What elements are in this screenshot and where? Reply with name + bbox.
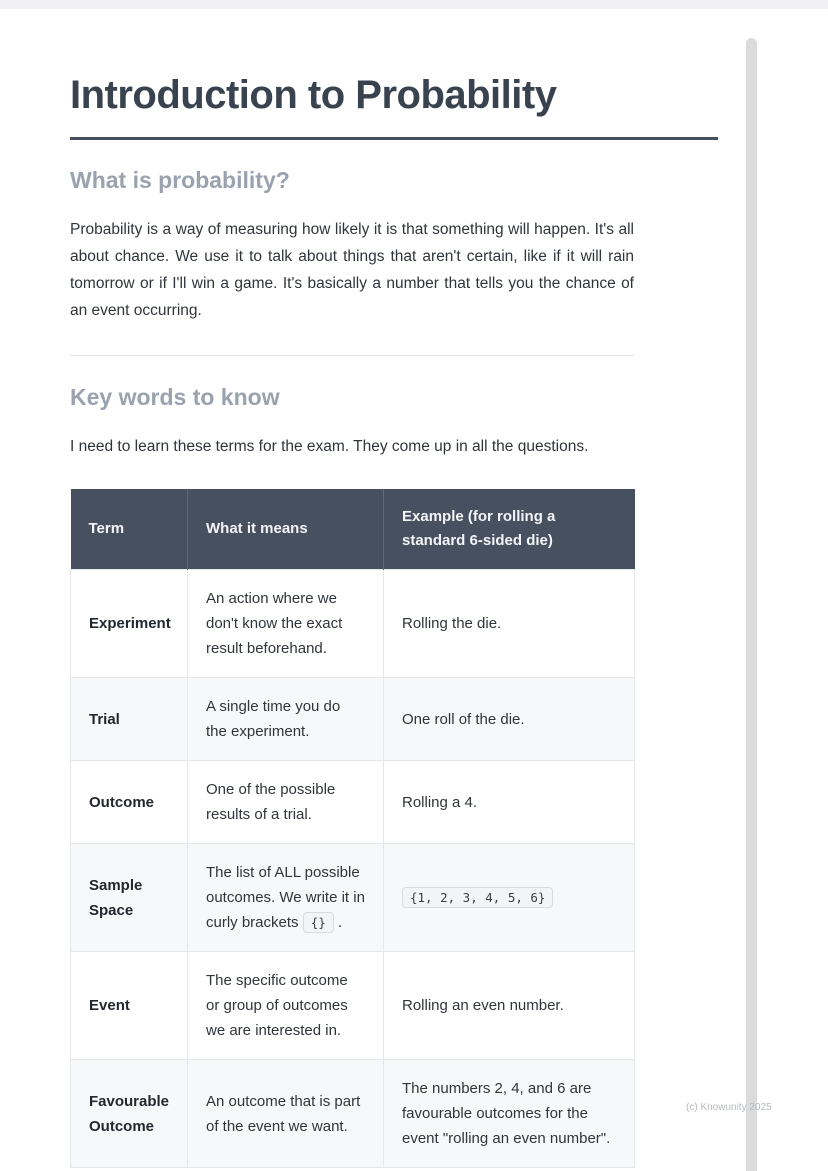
document-content xyxy=(70,9,634,1168)
header-cell-meaning: What it means xyxy=(188,489,384,570)
table-row xyxy=(71,1060,635,1168)
table-body xyxy=(71,570,635,1168)
page-title: Introduction to Probability xyxy=(70,73,557,117)
meaning-cell: One of the possible results of a trial. xyxy=(188,761,384,844)
term-cell: Experiment xyxy=(71,570,188,678)
example-cell: The numbers 2, 4, and 6 are favourable outcomes for the event "rolling an even number". xyxy=(384,1060,635,1168)
title-rule xyxy=(70,137,718,140)
scrollbar-thumb[interactable] xyxy=(746,38,757,1171)
meaning-cell: The list of ALL possible outcomes. We write it in curly brackets {} . xyxy=(188,844,384,952)
section-heading-key-words: Key words to know xyxy=(70,384,280,410)
example-cell xyxy=(384,844,635,952)
paragraph-what-is-probability: Probability is a way of measuring how likely it is that something will happen. It's all about chance. We use it to talk about things that aren't certain, like if it will rain tomorrow or if I'll win a game. It's basically a number that tells you the chance of an event occurring. xyxy=(70,221,634,319)
window-background-band xyxy=(0,0,828,9)
table-row xyxy=(71,761,635,844)
term-cell: Trial xyxy=(71,678,188,761)
table-row xyxy=(71,844,635,952)
header-cell-example: Example (for rolling a standard 6-sided die) xyxy=(384,489,635,570)
meaning-cell: An outcome that is part of the event we want. xyxy=(188,1060,384,1168)
term-cell: Event xyxy=(71,952,188,1060)
example-cell: One roll of the die. xyxy=(384,678,635,761)
meaning-cell: A single time you do the experiment. xyxy=(188,678,384,761)
meaning-cell: The specific outcome or group of outcomes we are interested in. xyxy=(188,952,384,1060)
section-heading-what-is-probability: What is probability? xyxy=(70,167,290,193)
table-row xyxy=(71,570,635,678)
term-cell: Favourable Outcome xyxy=(71,1060,188,1168)
paragraph-key-words-intro: I need to learn these terms for the exam. They come up in all the questions. xyxy=(70,438,589,455)
inline-code: {} xyxy=(303,912,334,933)
copyright-text: (c) Knowunity 2025 xyxy=(686,1102,772,1113)
term-cell: Sample Space xyxy=(71,844,188,952)
term-cell: Outcome xyxy=(71,761,188,844)
table-header-row xyxy=(71,489,635,570)
document-page xyxy=(0,9,828,1171)
table-row xyxy=(71,952,635,1060)
table-header xyxy=(71,489,635,570)
example-cell: Rolling an even number. xyxy=(384,952,635,1060)
example-cell: Rolling a 4. xyxy=(384,761,635,844)
key-words-table xyxy=(70,489,635,1168)
table-row xyxy=(71,678,635,761)
section-divider xyxy=(70,355,634,356)
inline-code: {1, 2, 3, 4, 5, 6} xyxy=(402,887,553,908)
meaning-cell: An action where we don't know the exact result beforehand. xyxy=(188,570,384,678)
example-cell: Rolling the die. xyxy=(384,570,635,678)
header-cell-term: Term xyxy=(71,489,188,570)
